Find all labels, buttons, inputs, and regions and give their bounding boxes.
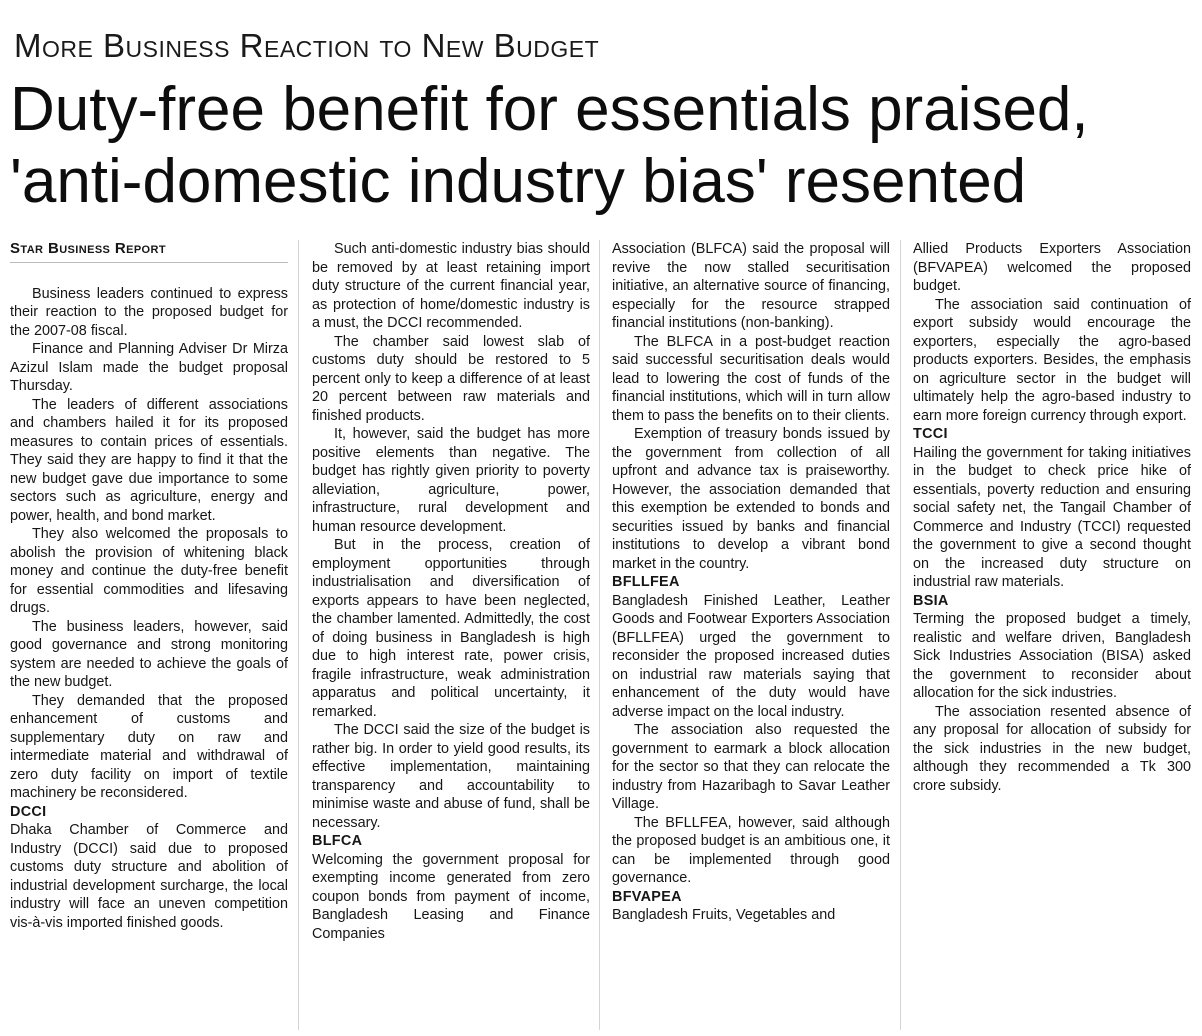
article-paragraph: Allied Products Exporters Association (BFVAPEA) welcomed the proposed budget. xyxy=(913,241,1191,294)
article-paragraph: The DCCI said the size of the budget is rather big. In order to yield good results, its effective implementation, maintaining transparency and accountability to minimise waste and abuse of fund, shall be necessary. xyxy=(312,722,590,831)
section-subhead: TCCI xyxy=(913,426,948,442)
article-paragraph: The chamber said lowest slab of customs duty should be restored to 5 percent only to keep a difference of at least 20 percent between raw materials and finished products. xyxy=(312,333,590,424)
column-divider xyxy=(298,240,299,1030)
headline-line-2: 'anti-domestic industry bias' resented xyxy=(10,147,1027,216)
headline xyxy=(10,74,1195,218)
article-paragraph: The leaders of different associations and chambers hailed it for its proposed measures to contain prices of essentials. They said they are happy to find it that the new budget gave due importance to some sectors such as agriculture, energy and power, health, and bond market. xyxy=(10,396,288,524)
article-paragraph: Dhaka Chamber of Commerce and Industry (DCCI) said due to proposed customs duty structure and abolition of industrial development surcharge, the local industry will face an uneven competition vis-à-vis imported finished goods. xyxy=(10,822,288,931)
article-column-1 xyxy=(10,240,288,1032)
article-column-3 xyxy=(612,240,890,1032)
article-paragraph: Hailing the government for taking initiatives in the budget to check price hike of essentials, poverty reduction and ensuring social safety net, the Tangail Chamber of Commerce and Industry (TCCI) requested the government to give a second thought on the increased duty structure on industrial raw materials. xyxy=(913,444,1191,590)
article-paragraph: Bangladesh Fruits, Vegetables and xyxy=(612,907,836,923)
section-kicker: More Business Reaction to New Budget xyxy=(14,27,600,64)
article-paragraph: The BLFCA in a post-budget reaction said successful securitisation deals would lead to lowering the cost of funds of the financial institutions, which will in turn allow them to pass the benefits on to their clients. xyxy=(612,333,890,424)
section-subhead: BFVAPEA xyxy=(612,888,682,905)
column-divider xyxy=(599,240,600,1030)
article-paragraph: Finance and Planning Adviser Dr Mirza Azizul Islam made the budget proposal Thursday. xyxy=(10,341,288,394)
article-paragraph: It, however, said the budget has more positive elements than negative. The budget has rightly given priority to poverty alleviation, agriculture, power, infrastructure, rural development and human resource development. xyxy=(312,426,590,535)
article-paragraph: The association said continuation of export subsidy would encourage the exporters, especially the agro-based products exporters. Besides, the emphasis on agriculture sector in the budget will ultimately help the agro-based industry to earn more foreign currency through export. xyxy=(913,296,1191,424)
article-paragraph: The BFLLFEA, however, said although the proposed budget is an ambitious one, it can be implemented through good governance. xyxy=(612,814,890,886)
column-divider xyxy=(900,240,901,1030)
article-paragraph: They demanded that the proposed enhancement of customs and supplementary duty on raw and intermediate material and withdrawal of zero duty facility on import of textile machinery be reconsidered. xyxy=(10,692,288,801)
article-paragraph: The business leaders, however, said good governance and strong monitoring system are needed to achieve the goals of the new budget. xyxy=(10,618,288,690)
article-column-4 xyxy=(913,240,1191,1032)
section-subhead: BLFCA xyxy=(312,833,363,849)
article-paragraph: Business leaders continued to express their reaction to the proposed budget for the 2007-08 fiscal. xyxy=(10,285,288,339)
section-subhead: BFLLFEA xyxy=(612,574,680,590)
section-subhead: BSIA xyxy=(913,592,949,609)
headline-line-1: Duty-free benefit for essentials praised, xyxy=(10,75,1089,144)
article-paragraph: They also welcomed the proposals to abolish the provision of whitening black money and continue the duty-free benefit for essential commodities and lifesaving drugs. xyxy=(10,526,288,616)
article-paragraph: Exemption of treasury bonds issued by the government from collection of all upfront and advance tax is praiseworthy. However, the association demanded that this exemption be extended to bonds and securities issued by banks and financial institutions to develop a vibrant bond market in the country. xyxy=(612,426,890,572)
article-paragraph: Association (BLFCA) said the proposal will revive the now stalled securitisation initiative, an alternative source of financing, especially for the resource strapped financial institutions (non-banking). xyxy=(612,241,890,331)
article-paragraph: Bangladesh Finished Leather, Leather Goods and Footwear Exporters Association (BFLLFEA) urged the government to reconsider the proposed increased duties on industrial raw materials saying that enhancement of the duty would have adverse impact on the local industry. xyxy=(612,592,890,720)
byline: Star Business Report xyxy=(10,240,288,263)
article-paragraph: But in the process, creation of employment opportunities through industrialisation and diversification of exports appears to have been neglected, the chamber lamented. Admittedly, the cost of doing business in Bangladesh is high due to high interest rate, power crisis, fragile infrastructure, weak administration apparatus and political uncertainty, it remarked. xyxy=(312,537,590,720)
article-paragraph: Terming the proposed budget a timely, realistic and welfare driven, Bangladesh Sick Industries Association (BISA) asked the government to reconsider about allocation for the sick industries. xyxy=(913,611,1191,701)
section-subhead: DCCI xyxy=(10,803,47,820)
article-paragraph: The association also requested the government to earmark a block allocation for the sector so that they can relocate the industry from Hazaribagh to Savar Leather Village. xyxy=(612,722,890,812)
article-paragraph: Such anti-domestic industry bias should be removed by at least retaining import duty structure of the current financial year, as protection of home/domestic industry is a must, the DCCI recommended. xyxy=(312,241,590,331)
article-column-2 xyxy=(312,240,590,1032)
article-paragraph: The association resented absence of any proposal for allocation of subsidy for the sick industries in the new budget, although they recommended a Tk 300 crore subsidy. xyxy=(913,703,1191,794)
article-paragraph: Welcoming the government proposal for exempting income generated from zero coupon bonds from payment of income, Bangladesh Leasing and Finance Companies xyxy=(312,851,590,942)
